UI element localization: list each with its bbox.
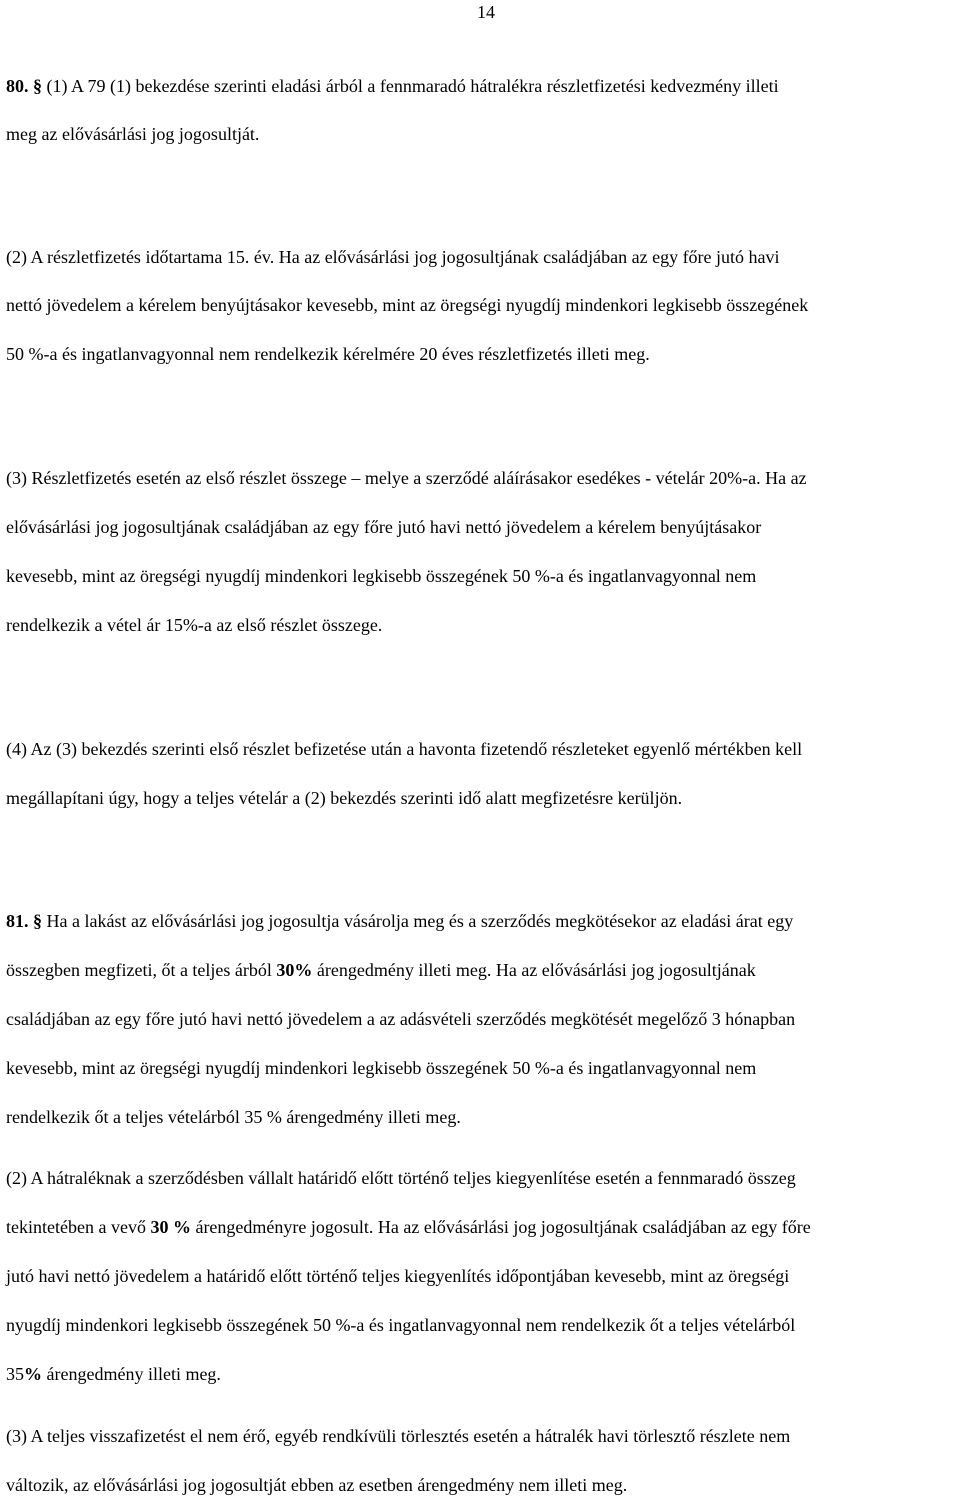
section-80-para-4-line-1: (4) Az (3) bekezdés szerinti első részlet befizetése után a havonta fizetendő részleteket egyenlő mértékben kell — [6, 739, 803, 759]
section-80-line-2: meg az elővásárlási jog jogosultját. — [6, 124, 260, 144]
section-81-line-4: kevesebb, mint az öregségi nyugdíj mindenkori legkisebb összegének 50 %-a és ingatlanvagyonnal nem — [6, 1058, 757, 1078]
section-80-para-3-line-3: kevesebb, mint az öregségi nyugdíj mindenkori legkisebb összegének 50 %-a és ingatlanvagyonnal nem — [6, 566, 757, 586]
page-number: 14 — [477, 2, 495, 22]
section-80-para-3-line-4: rendelkezik a vétel ár 15%-a az első részlet összege. — [6, 615, 383, 635]
section-81-line-2: összegben megfizeti, őt a teljes árból 30% árengedmény illeti meg. Ha az elővásárlási jog jogosultjának — [6, 960, 756, 980]
section-81-para-2-line-1: (2) A hátraléknak a szerződésben vállalt határidő előtt történő teljes kiegyenlítése esetén a fennmaradó összeg — [6, 1168, 796, 1188]
section-80-para-2-line-3: 50 %-a és ingatlanvagyonnal nem rendelkezik kérelmére 20 éves részletfizetés illeti meg. — [6, 344, 650, 364]
section-81-para-2-line-2: tekintetében a vevő 30 % árengedményre jogosult. Ha az elővásárlási jog jogosultjának családjában az egy főre — [6, 1217, 811, 1237]
section-81-line-1: 81. § Ha a lakást az elővásárlási jog jogosultja vásárolja meg és a szerződés megkötésekor az eladási árat egy — [6, 911, 794, 931]
section-81-line-5: rendelkezik őt a teljes vételárból 35 % árengedmény illeti meg. — [6, 1107, 461, 1127]
section-81-line-3: családjában az egy főre jutó havi nettó jövedelem a az adásvételi szerződés megkötését megelőző 3 hónapban — [6, 1009, 796, 1029]
section-81-para-2-line-5: 35% árengedmény illeti meg. — [6, 1364, 221, 1384]
paragraph-sign: § — [33, 911, 42, 931]
section-81-para-2-line-3: jutó havi nettó jövedelem a határidő előtt történő teljes kiegyenlítés időpontjában kevesebb, mint az öregségi — [6, 1266, 790, 1286]
section-80-para-2-line-1: (2) A részletfizetés időtartama 15. év. Ha az elővásárlási jog jogosultjának családjában az egy főre jutó havi — [6, 247, 780, 267]
paragraph-sign: § — [33, 76, 42, 96]
section-number: 81. — [6, 911, 29, 931]
section-number: 80. — [6, 76, 29, 96]
section-80-line-1: 80. § (1) A 79 (1) bekezdése szerinti eladási árból a fennmaradó hátralékra részletfizetési kedvezmény illeti — [6, 76, 779, 96]
section-81-para-2-line-4: nyugdíj mindenkori legkisebb összegének 50 %-a és ingatlanvagyonnal nem rendelkezik őt a teljes vételárból — [6, 1315, 796, 1335]
section-81-para-3-line-2: változik, az elővásárlási jog jogosultját ebben az esetben árengedmény nem illeti meg. — [6, 1475, 628, 1495]
section-80-para-4-line-2: megállapítani úgy, hogy a teljes vételár a (2) bekezdés szerinti idő alatt megfizetésre kerüljön. — [6, 788, 683, 808]
section-80-para-3-line-2: elővásárlási jog jogosultjának családjában az egy főre jutó havi nettó jövedelem a kérelem benyújtásakor — [6, 517, 762, 537]
section-81-para-3-line-1: (3) A teljes visszafizetést el nem érő, egyéb rendkívüli törlesztés esetén a hátralék havi törlesztő részlete nem — [6, 1426, 791, 1446]
section-80-para-3-line-1: (3) Részletfizetés esetén az első részlet összege – melye a szerződé aláírásakor esedékes - vételár 20%-a. Ha az — [6, 468, 807, 488]
section-80-para-2-line-2: nettó jövedelem a kérelem benyújtásakor kevesebb, mint az öregségi nyugdíj mindenkori legkisebb összegének — [6, 295, 809, 315]
